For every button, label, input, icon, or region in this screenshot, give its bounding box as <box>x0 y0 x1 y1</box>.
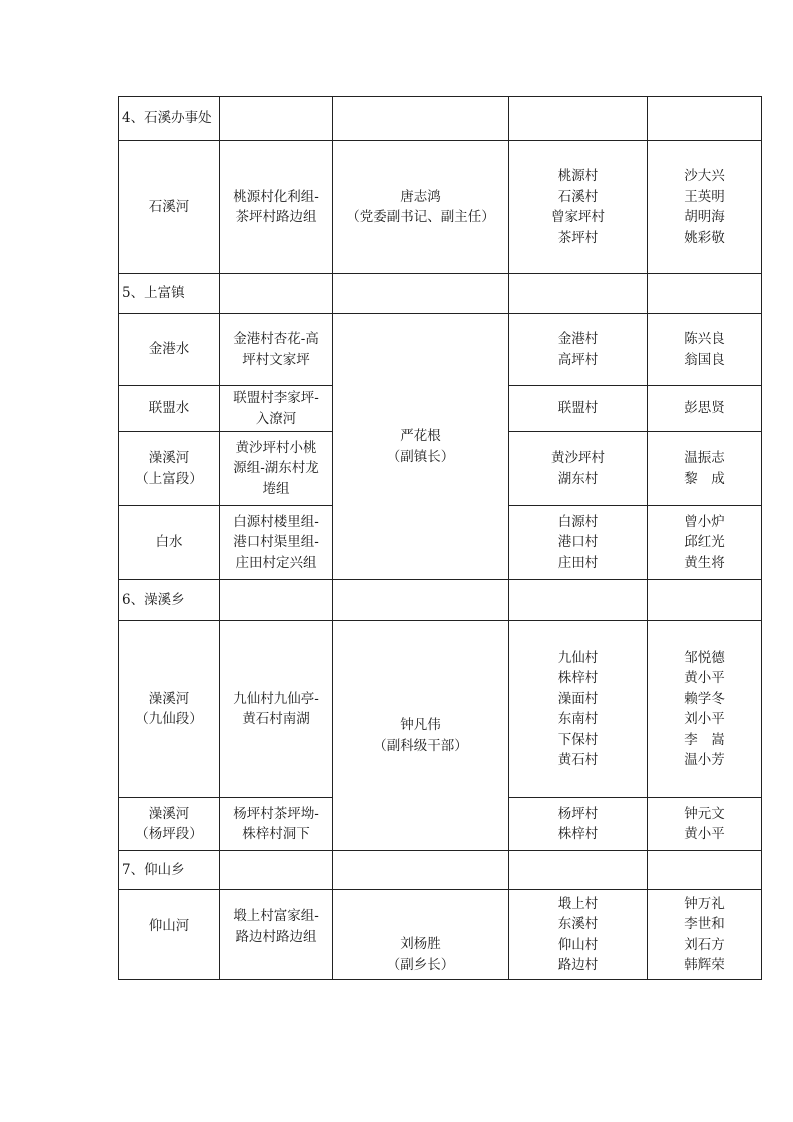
river-name-cell: 澡溪河 （杨坪段） <box>119 798 220 851</box>
village-chief-cell: 钟万礼 李世和 刘石方 韩辉荣 <box>648 890 762 980</box>
table-row <box>119 314 762 386</box>
table-cell <box>648 97 762 141</box>
river-segment-cell: 杨坪村茶坪坳- 株梓村洞下 <box>220 798 333 851</box>
river-name-cell: 石溪河 <box>119 141 220 274</box>
village-chief-cell: 曾小炉 邱红光 黄生将 <box>648 506 762 580</box>
river-segment-cell: 金港村杏花-高 坪村文家坪 <box>220 314 333 386</box>
chief-cell: 唐志鸿 （党委副书记、副主任） <box>333 141 509 274</box>
table-row <box>119 97 762 141</box>
section-header: 7、仰山乡 <box>119 851 220 890</box>
table-cell <box>648 851 762 890</box>
village-chief-cell: 邹悦德 黄小平 赖学冬 刘小平 李 嵩 温小芳 <box>648 621 762 798</box>
table-cell <box>509 580 648 621</box>
village-chief-cell: 彭思贤 <box>648 386 762 432</box>
table-cell <box>509 97 648 141</box>
table-row <box>119 141 762 274</box>
river-name-cell: 联盟水 <box>119 386 220 432</box>
village-cell: 金港村 高坪村 <box>509 314 648 386</box>
section-header: 5、上富镇 <box>119 274 220 314</box>
chief-cell: 刘杨胜 （副乡长） <box>333 890 509 980</box>
table-row <box>119 890 762 980</box>
table-row <box>119 580 762 621</box>
river-segment-cell: 白源村楼里组- 港口村渠里组- 庄田村定兴组 <box>220 506 333 580</box>
village-cell: 联盟村 <box>509 386 648 432</box>
village-cell: 九仙村 株梓村 澡面村 东南村 下保村 黄石村 <box>509 621 648 798</box>
table-cell <box>220 97 333 141</box>
table-cell <box>648 580 762 621</box>
table-cell <box>333 97 509 141</box>
river-name-cell: 仰山河 <box>119 890 220 980</box>
table-row <box>119 851 762 890</box>
table-cell <box>509 274 648 314</box>
river-name-cell: 澡溪河 （九仙段） <box>119 621 220 798</box>
village-chief-cell: 钟元文 黄小平 <box>648 798 762 851</box>
river-segment-cell: 九仙村九仙亭- 黄石村南湖 <box>220 621 333 798</box>
section-header: 4、石溪办事处 <box>119 97 220 141</box>
chief-cell: 钟凡伟 （副科级干部） <box>333 621 509 851</box>
table-row <box>119 621 762 798</box>
village-cell: 黄沙坪村 湖东村 <box>509 432 648 506</box>
village-cell: 杨坪村 株梓村 <box>509 798 648 851</box>
table-cell <box>333 851 509 890</box>
village-cell: 塅上村 东溪村 仰山村 路边村 <box>509 890 648 980</box>
river-segment-cell: 塅上村富家组- 路边村路边组 <box>220 890 333 980</box>
village-chief-cell: 温振志 黎 成 <box>648 432 762 506</box>
river-segment-cell: 黄沙坪村小桃 源组-湖东村龙 埢组 <box>220 432 333 506</box>
table-cell <box>333 274 509 314</box>
table-row <box>119 274 762 314</box>
river-segment-cell: 联盟村李家坪- 入潦河 <box>220 386 333 432</box>
village-chief-cell: 陈兴良 翁国良 <box>648 314 762 386</box>
table-cell <box>220 851 333 890</box>
village-chief-cell: 沙大兴 王英明 胡明海 姚彩敬 <box>648 141 762 274</box>
table-cell <box>220 274 333 314</box>
river-segment-cell: 桃源村化利组- 茶坪村路边组 <box>220 141 333 274</box>
river-name-cell: 澡溪河 （上富段） <box>119 432 220 506</box>
chief-cell: 严花根 （副镇长） <box>333 314 509 580</box>
table-cell <box>333 580 509 621</box>
village-cell: 桃源村 石溪村 曾家坪村 茶坪村 <box>509 141 648 274</box>
section-header: 6、澡溪乡 <box>119 580 220 621</box>
river-name-cell: 白水 <box>119 506 220 580</box>
river-name-cell: 金港水 <box>119 314 220 386</box>
river-chief-table <box>118 96 762 980</box>
table-cell <box>509 851 648 890</box>
table-cell <box>648 274 762 314</box>
village-cell: 白源村 港口村 庄田村 <box>509 506 648 580</box>
table-cell <box>220 580 333 621</box>
